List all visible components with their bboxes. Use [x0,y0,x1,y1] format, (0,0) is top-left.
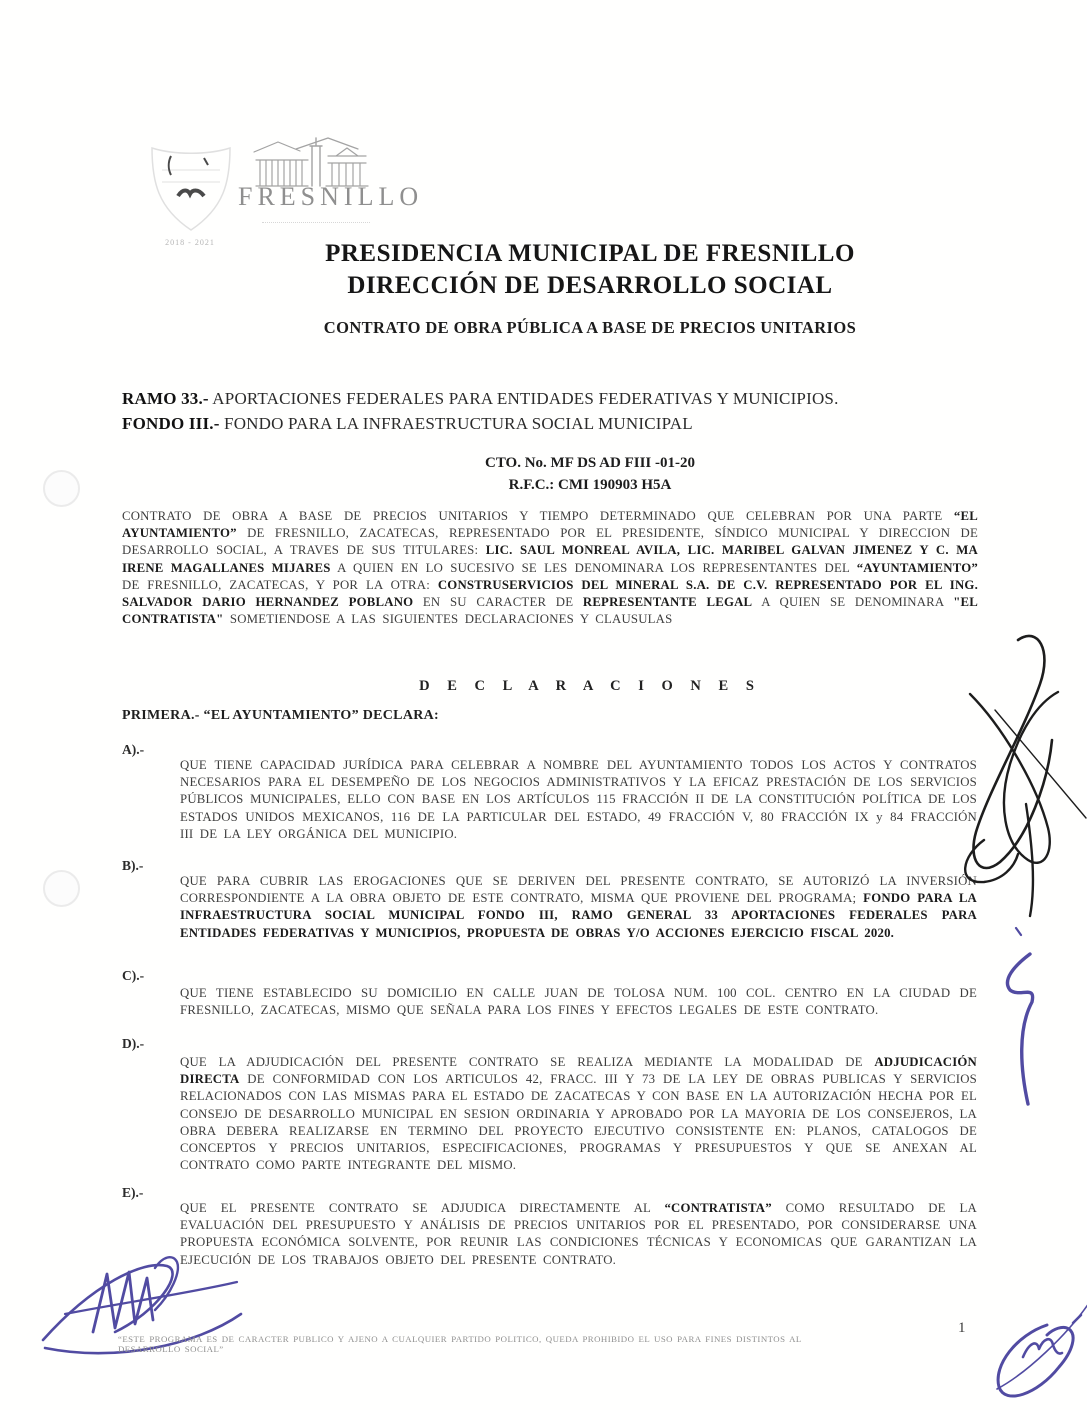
fondo-text: FONDO PARA LA INFRAESTRUCTURA SOCIAL MUNICIPAL [219,414,693,433]
primera-heading: PRIMERA.- “EL AYUNTAMIENTO” DECLARA: [122,708,440,723]
clause-e-label: E).- [122,1185,144,1200]
contract-rfc: R.F.C.: CMI 190903 H5A [508,477,672,493]
program-description [122,386,992,436]
contract-subtitle: CONTRATO DE OBRA PÚBLICA A BASE DE PRECIOS UNITARIOS [323,318,857,337]
fresnillo-wordmark: FRESNILLO [238,182,424,211]
hole-punch-mark [43,470,80,507]
page-number: 1 [958,1320,966,1336]
ramo-line [122,386,992,411]
intro-paragraph: CONTRATO DE OBRA A BASE DE PRECIOS UNITARIOS Y TIEMPO DETERMINADO QUE CELEBRAN POR UNA PARTE “EL AYUNTAMIENTO” DE FRESNILLO, ZACATECAS, REPRESENTADO POR EL PRESIDENTE, SÍNDICO MUNICIPAL Y DIRECCION DE DESARROLLO SOCIAL, A TRAVES DE SUS TITULARES: LIC. SAUL MONREAL AVILA, LIC. MARIBEL GALVAN JIMENEZ Y C. MA IRENE MAGALLANES MIJARES A QUIEN EN LO SUCESIVO SE LES DENOMINARA LOS REPRESENTANTES DEL “AYUNTAMIENTO” DE FRESNILLO, ZACATECAS, Y POR LA OTRA: CONSTRUSERVICIOS DEL MINERAL S.A. DE C.V. REPRESENTADO POR EL ING. SALVADOR DARIO HERNANDEZ POBLANO EN SU CARACTER DE REPRESENTANTE LEGAL A QUIEN SE DENOMINARA "EL CONTRATISTA" SOMETIENDOSE A LAS SIGUIENTES DECLARACIONES Y CLAUSULAS [122,509,978,627]
clause-b-label: B).- [122,858,144,873]
declarations-heading: D E C L A R A C I O N E S [419,678,761,694]
clause-d-text: QUE LA ADJUDICACIÓN DEL PRESENTE CONTRATO SE REALIZA MEDIANTE LA MODALIDAD DE ADJUDICACIÓN DIRECTA DE CONFORMIDAD CON LOS ARTICULOS 42, FRACC. III Y 73 DE LA LEY DE OBRAS PUBLICAS Y SERVICIOS RELACIONADOS CON LAS MISMAS PARA EL ESTADO DE ZACATECAS Y CON BASE EN LA AUTORIZACIÓN HECHA POR EL CONSEJO DE DESARROLLO MUNICIPAL EN SESION ORDINARIA Y APROBADO POR LA MAYORIA DE LOS CONSEJEROS, LA OBRA DEBERA REALIZARSE EN TERMINO DEL PROYECTO EJECUTIVO CONSISTENTE EN: PLANOS, CATALOGOS DE CONCEPTOS Y PRECIOS UNITARIOS, ESPECIFICACIONES, PROGRAMAS Y PRESUPUESTOS Y QUE SE ANEXAN AL CONTRATO COMO PARTE INTEGRANTE DEL MISMO. [180,1055,977,1173]
ramo-text: APORTACIONES FEDERALES PARA ENTIDADES FEDERATIVAS Y MUNICIPIOS. [208,389,839,408]
seal-crest-icon [138,140,243,236]
fondo-label: FONDO III.- [122,414,220,433]
clause-b-text: QUE PARA CUBRIR LAS EROGACIONES QUE SE DERIVEN DEL PRESENTE CONTRATO, SE AUTORIZÓ LA INVERSIÓN CORRESPONDIENTE A LA OBRA OBJETO DE ESTE CONTRATO, MISMA QUE PROVIENE DEL PROGRAMA; FONDO PARA LA INFRAESTRUCTURA SOCIAL MUNICIPAL FONDO III, RAMO GENERAL 33 APORTACIONES FEDERALES PARA ENTIDADES FEDERATIVAS Y MUNICIPIOS, PROPUESTA DE OBRAS Y/O ACCIONES EJERCICIO FISCAL 2020. [180,874,977,940]
ramo-label: RAMO 33.- [122,389,209,408]
municipal-seal-logo [138,140,243,236]
hole-punch-mark [43,870,80,907]
seal-caption: 2018 - 2021 [165,238,215,247]
clause-e-text: QUE EL PRESENTE CONTRATO SE ADJUDICA DIRECTAMENTE AL “CONTRATISTA” COMO RESULTADO DE LA EVALUACIÓN DEL PRESUPUESTO Y ANÁLISIS DE PRECIOS UNITARIOS POR EL PRESENTADO, POR CONSIDERARSE UNA PROPUESTA ECONÓMICA SOLVENTE, POR REUNIR LAS CONDICIONES TÉCNICAS Y ECONOMICAS QUE GARANTIZAN LA EJECUCIÓN DE LOS TRABAJOS OBJETO DEL PRESENTE CONTRATO. [180,1201,977,1267]
page-title-line2: DIRECCIÓN DE DESARROLLO SOCIAL [347,272,833,299]
contract-number: CTO. No. MF DS AD FIII -01-20 [484,455,695,471]
fondo-line [122,411,992,436]
clause-d-label: D).- [122,1036,145,1051]
page-title-line1: PRESIDENCIA MUNICIPAL DE FRESNILLO [325,240,855,267]
clause-c-label: C).- [122,968,145,983]
clause-c-text: QUE TIENE ESTABLECIDO SU DOMICILIO EN CALLE JUAN DE TOLOSA NUM. 100 COL. CENTRO EN LA CIUDAD DE FRESNILLO, ZACATECAS, MISMO QUE SEÑALA PARA LOS FINES Y EFECTOS LEGALES DE ESTE CONTRATO. [180,986,977,1018]
signature-ink-blue-right [990,918,1060,1108]
footer-disclaimer: “ESTE PROGRAMA ES DE CARACTER PUBLICO Y AJENO A CUALQUIER PARTIDO POLITICO, QUEDA PROHIBIDO EL USO PARA FINES DISTINTOS AL DESARROLLO SOCIAL” [118,1334,802,1354]
clause-a-label: A).- [122,742,145,757]
initials-ink-blue [985,1295,1087,1407]
signature-ink-black [940,632,1087,922]
clause-a-text: QUE TIENE CAPACIDAD JURÍDICA PARA CELEBRAR A NOMBRE DEL AYUNTAMIENTO TODOS LOS ACTOS Y CONTRATOS NECESARIOS PARA EL DESEMPEÑO DE LOS NEGOCIOS ADMINISTRATIVOS Y LA EFICAZ PRESTACIÓN DE LOS SERVICIOS PÚBLICOS MUNICIPALES, ELLO CON BASE EN LOS ARTÍCULOS 115 FRACCIÓN II DE LA CONSTITUCIÓN POLÍTICA DE LOS ESTADOS UNIDOS MEXICANOS, 116 DE LA PARTICULAR DEL ESTADO, 49 FRACCIÓN V, 80 FRACCIÓN IX y 84 FRACCIÓN III DE LA LEY ORGÁNICA DEL MUNICIPIO. [180,758,977,841]
fresnillo-tagline [262,222,370,225]
